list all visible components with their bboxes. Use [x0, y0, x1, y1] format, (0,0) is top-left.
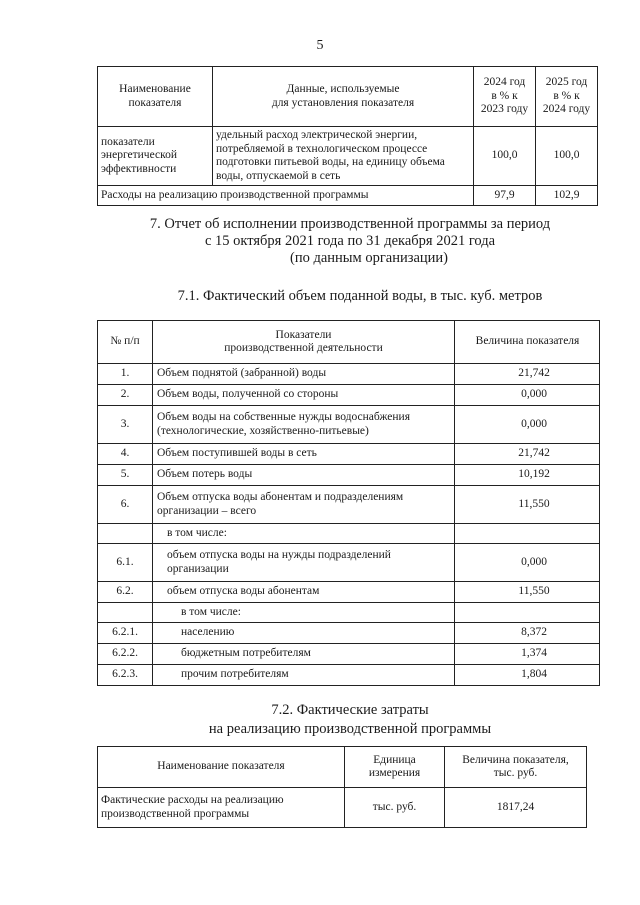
col-header-unit: Единица измерения: [345, 747, 445, 788]
row-label: Объем воды, полученной со стороны: [153, 385, 455, 406]
expenses-label: Расходы на реализацию производственной программы: [98, 186, 474, 206]
costs-unit: тыс. руб.: [345, 788, 445, 828]
row-value: 10,192: [455, 465, 600, 486]
row-label: объем отпуска воды абонентам: [153, 582, 455, 603]
row-number: 1.: [98, 364, 153, 385]
row-label: прочим потребителям: [153, 665, 455, 686]
row-value: 21,742: [455, 364, 600, 385]
row-value: 0,000: [455, 406, 600, 444]
row-number: 5.: [98, 465, 153, 486]
row-number: 6.2.3.: [98, 665, 153, 686]
costs-table: [97, 746, 587, 828]
expenses-2025: 102,9: [536, 186, 598, 206]
col-header-indicators: Показатели производственной деятельности: [153, 321, 455, 364]
row-value: 8,372: [455, 623, 600, 644]
section-7-2-heading: [0, 701, 640, 739]
row-number: 6.1.: [98, 544, 153, 582]
row-value: 1,804: [455, 665, 600, 686]
col-header-indicator-name: Наименование показателя: [98, 67, 213, 127]
row-label: в том числе:: [153, 603, 455, 623]
section-7-line-3: (по данным организации): [289, 250, 448, 266]
row-number: 4.: [98, 444, 153, 465]
row-label: населению: [153, 623, 455, 644]
row-number: 6.2.: [98, 582, 153, 603]
row-number: 6.2.1.: [98, 623, 153, 644]
col-header-data: Данные, используемые для установления показателя: [213, 67, 474, 127]
row-number: 6.2.2.: [98, 644, 153, 665]
row-number: 3.: [98, 406, 153, 444]
col-header-indicator-name: Наименование показателя: [98, 747, 345, 788]
section-7-line-1: 7. Отчет об исполнении производственной программы за период: [149, 216, 551, 232]
indicators-table: [97, 66, 598, 206]
row-number: 2.: [98, 385, 153, 406]
costs-value: 1817,24: [445, 788, 587, 828]
page-number: 5: [316, 38, 324, 53]
row-value: 11,550: [455, 486, 600, 524]
row-label: Объем поднятой (забранной) воды: [153, 364, 455, 385]
value-2024: 100,0: [474, 127, 536, 186]
row-value: 0,000: [455, 385, 600, 406]
row-number: [98, 524, 153, 544]
row-label: Объем отпуска воды абонентам и подразделениям организации – всего: [153, 486, 455, 524]
water-volume-table: [97, 320, 600, 686]
row-number: [98, 603, 153, 623]
row-label: Объем поступившей воды в сеть: [153, 444, 455, 465]
section-7-1-heading: 7.1. Фактический объем поданной воды, в тыс. куб. метров: [177, 288, 543, 304]
col-header-value: Величина показателя: [455, 321, 600, 364]
row-value: [455, 524, 600, 544]
section-7-heading: [0, 216, 640, 267]
row-label: объем отпуска воды на нужды подразделений организации: [153, 544, 455, 582]
col-header-number: № п/п: [98, 321, 153, 364]
row-label: бюджетным потребителям: [153, 644, 455, 665]
section-7-2-line-2: на реализацию производственной программы: [208, 721, 492, 737]
row-number: 6.: [98, 486, 153, 524]
section-7-line-2: с 15 октября 2021 года по 31 декабря 2021 года: [204, 233, 496, 249]
row-value: [455, 603, 600, 623]
row-value: 0,000: [455, 544, 600, 582]
row-value: 11,550: [455, 582, 600, 603]
indicator-data: удельный расход электрической энергии, потребляемой в технологическом процессе подготовки питьевой воды, на единицу объема воды, отпускаемой в сеть: [213, 127, 474, 186]
col-header-value: Величина показателя, тыс. руб.: [445, 747, 587, 788]
row-value: 21,742: [455, 444, 600, 465]
row-label: Объем воды на собственные нужды водоснабжения (технологические, хозяйственно-питьевые): [153, 406, 455, 444]
section-7-2-line-1: 7.2. Фактические затраты: [271, 702, 429, 718]
row-label: Объем потерь воды: [153, 465, 455, 486]
col-header-2025: 2025 год в % к 2024 году: [536, 67, 598, 127]
value-2025: 100,0: [536, 127, 598, 186]
row-label: в том числе:: [153, 524, 455, 544]
expenses-2024: 97,9: [474, 186, 536, 206]
costs-name: Фактические расходы на реализацию производственной программы: [98, 788, 345, 828]
col-header-2024: 2024 год в % к 2023 году: [474, 67, 536, 127]
indicator-name: показатели энергетической эффективности: [98, 127, 213, 186]
row-value: 1,374: [455, 644, 600, 665]
